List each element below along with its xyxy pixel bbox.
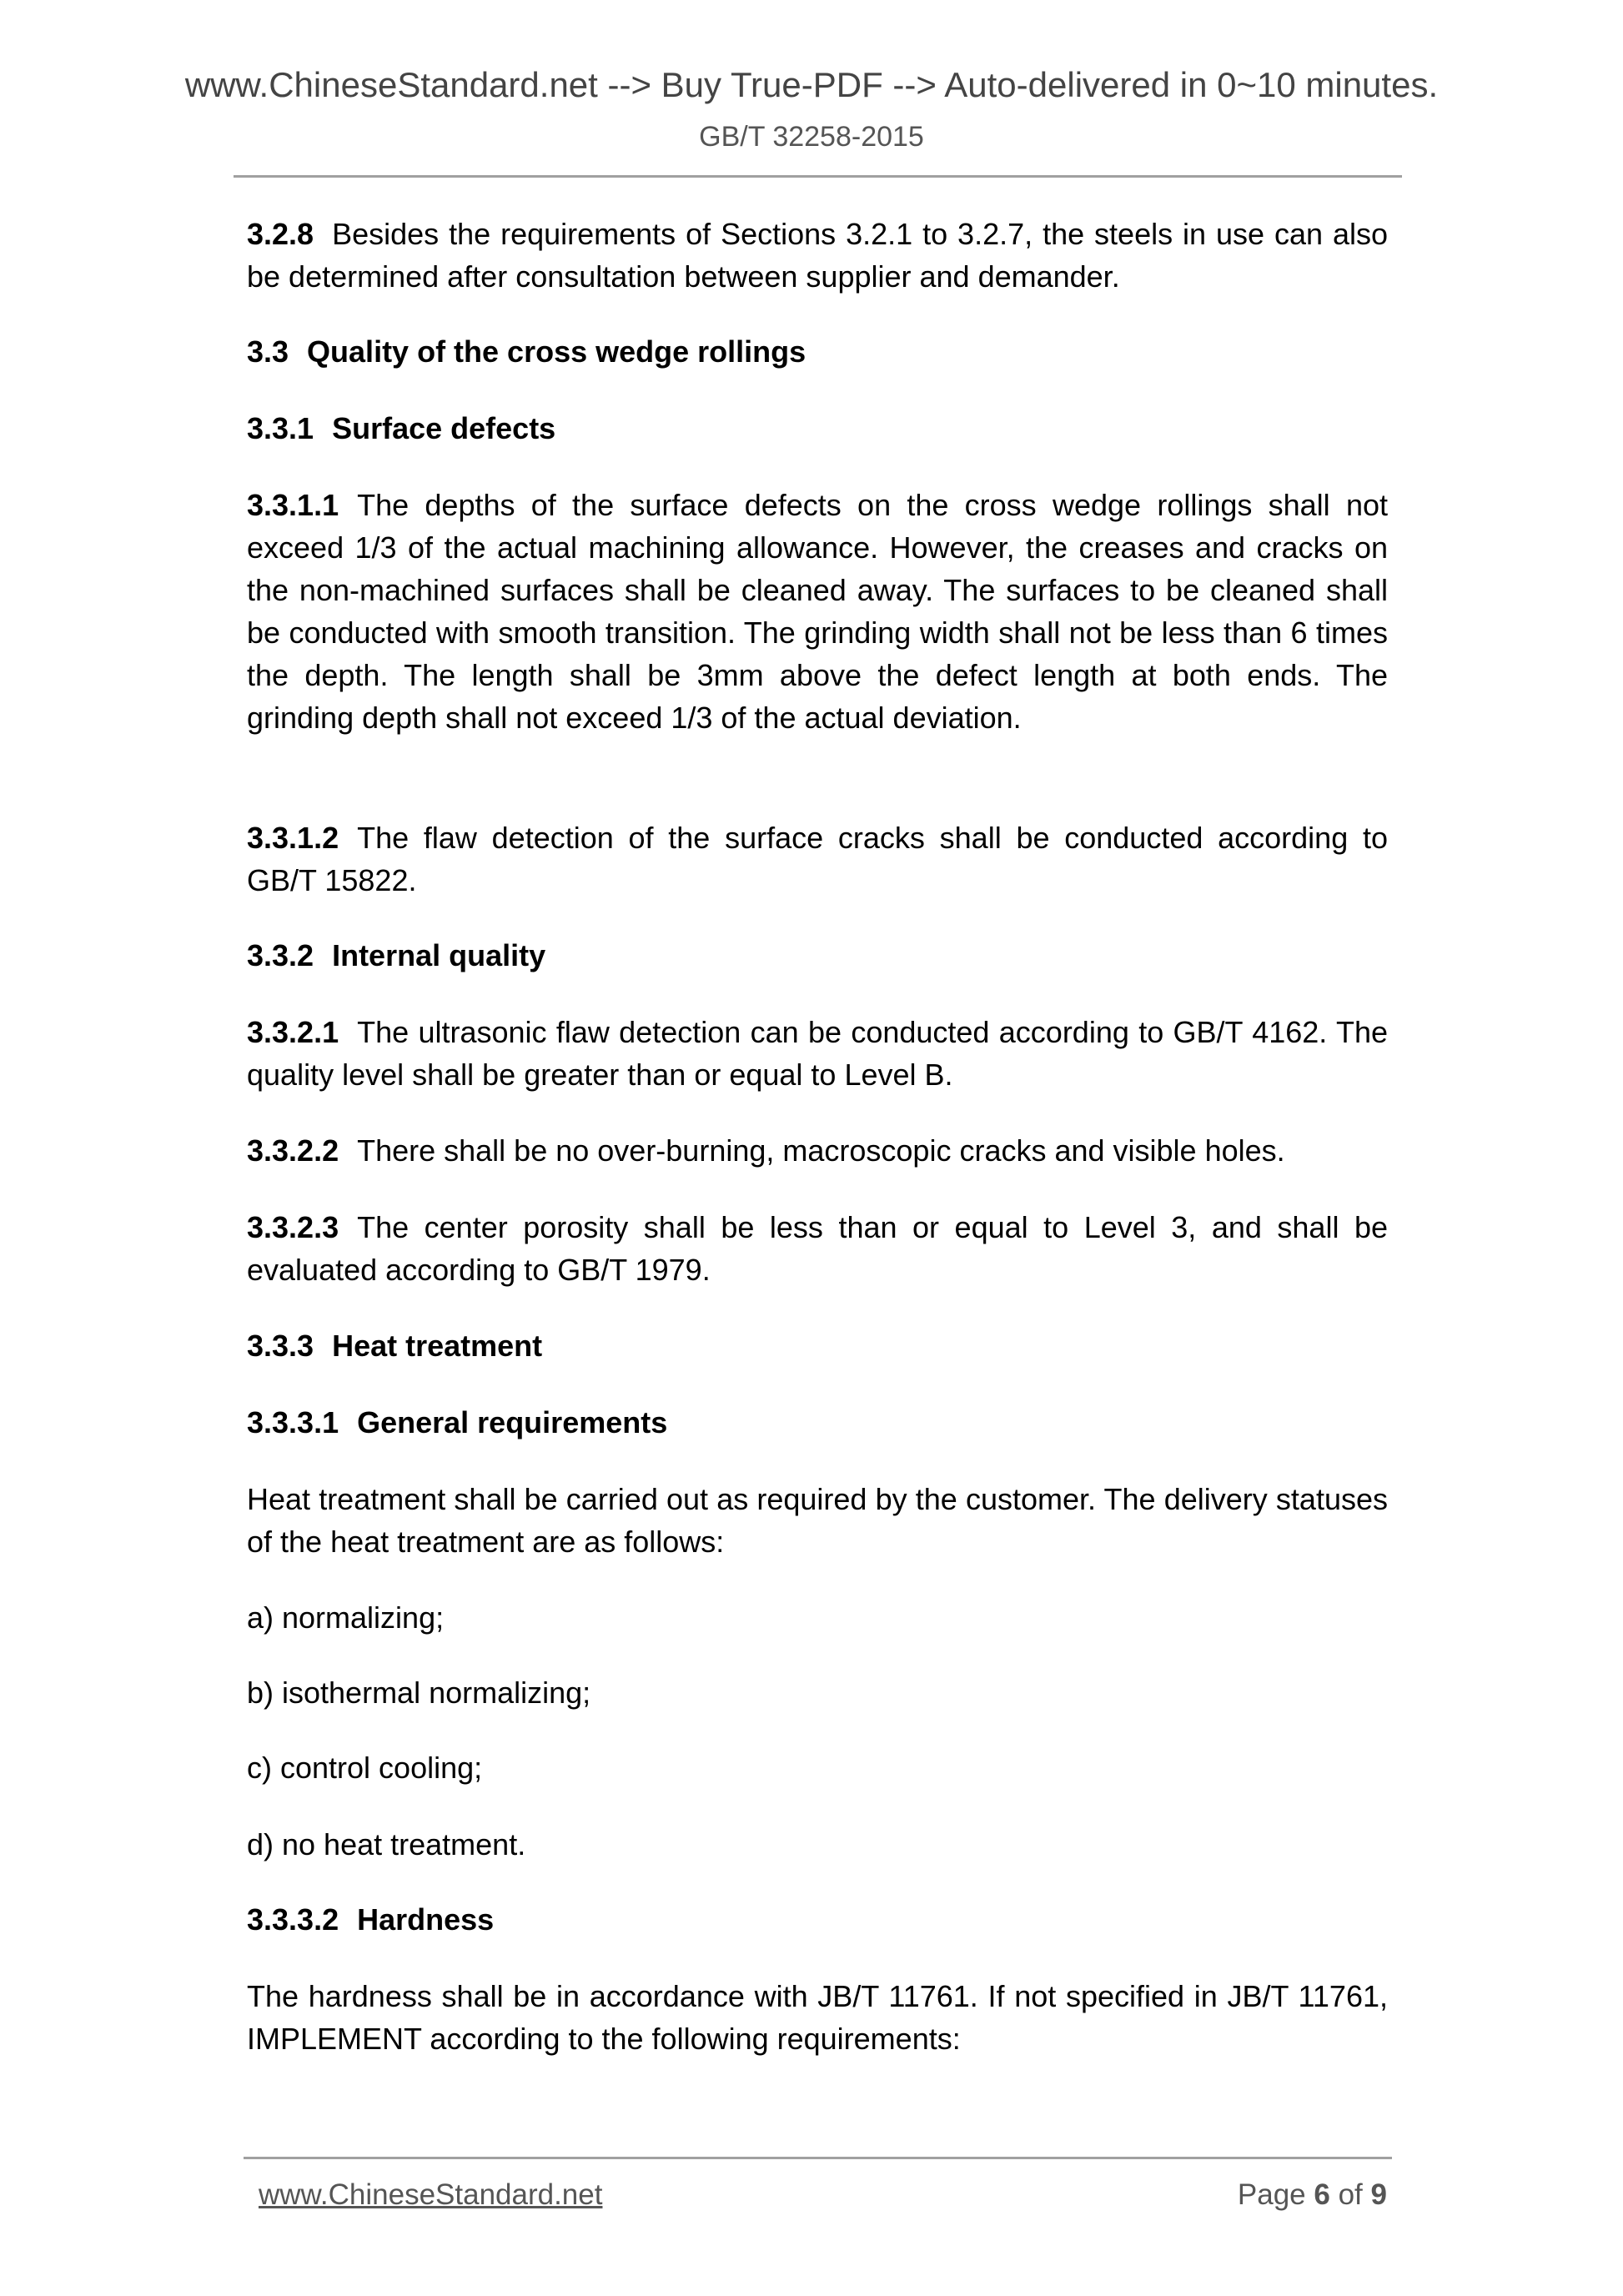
clause-text: Besides the requirements of Sections 3.2.1 to 3.2.7, the steels in use can also be determined after consultation between supplier and demander. xyxy=(247,217,1388,294)
heading-3-3 xyxy=(247,330,1388,373)
clause-text: The center porosity shall be less than or equal to Level 3, and shall be evaluated according to GB/T 1979. xyxy=(247,1210,1388,1287)
heading-3-3-3-2 xyxy=(247,1898,1388,1941)
clause-number: 3.3.2.3 xyxy=(247,1210,339,1244)
clause-number: 3.3.2.1 xyxy=(247,1015,339,1049)
header-banner: www.ChineseStandard.net --> Buy True-PDF --> Auto-delivered in 0~10 minutes. xyxy=(184,65,1439,104)
paragraph-hardness: The hardness shall be in accordance with JB/T 11761. If not specified in JB/T 11761, IMPLEMENT according to the following requirements: xyxy=(247,1979,1388,2056)
page-total: 9 xyxy=(1370,2178,1387,2211)
clause-number: 3.3 xyxy=(247,334,289,369)
clause-3-3-1-2 xyxy=(247,816,1388,902)
list-item-d: d) no heat treatment. xyxy=(247,1827,526,1861)
page-label: Page xyxy=(1237,2178,1306,2211)
heading-text: Hardness xyxy=(357,1902,495,1937)
clause-text: The depths of the surface defects on the cross wedge rollings shall not exceed 1/3 of the actual machining allowance. However, the creases and cracks on the non-machined surfaces shall be cleaned away. The surfaces to be cleaned shall be conducted with smooth transition. The grinding width shall not be less than 6 times the depth. The length shall be 3mm above the defect length at both ends. The grinding depth shall not exceed 1/3 of the actual deviation. xyxy=(247,488,1388,735)
standard-code: GB/T 32258-2015 xyxy=(699,121,924,153)
heading-3-3-3 xyxy=(247,1324,1388,1367)
clause-3-3-2-3 xyxy=(247,1206,1388,1291)
clause-text: The flaw detection of the surface cracks shall be conducted according to GB/T 15822. xyxy=(247,821,1388,897)
clause-number: 3.2.8 xyxy=(247,217,314,251)
heading-3-3-3-1 xyxy=(247,1401,1388,1444)
heading-3-3-2 xyxy=(247,934,1388,977)
clause-number: 3.3.1 xyxy=(247,411,314,445)
clause-number: 3.3.3 xyxy=(247,1329,314,1363)
header-divider xyxy=(234,175,1402,178)
paragraph-heat-treatment: Heat treatment shall be carried out as required by the customer. The delivery statuses of the heat treatment are as follows: xyxy=(247,1482,1388,1559)
page-current: 6 xyxy=(1314,2178,1330,2211)
list-item-a: a) normalizing; xyxy=(247,1600,445,1635)
clause-3-3-2-2 xyxy=(247,1129,1388,1172)
list-item-c: c) control cooling; xyxy=(247,1751,483,1785)
clause-3-3-1-1 xyxy=(247,484,1388,739)
clause-number: 3.3.2 xyxy=(247,938,314,972)
clause-3-2-8 xyxy=(247,213,1388,298)
footer-divider xyxy=(244,2157,1392,2159)
page-of: of xyxy=(1338,2178,1363,2211)
clause-number: 3.3.3.2 xyxy=(247,1902,339,1937)
clause-text: There shall be no over-burning, macroscopic cracks and visible holes. xyxy=(357,1133,1285,1168)
clause-3-3-2-1 xyxy=(247,1011,1388,1096)
clause-number: 3.3.3.1 xyxy=(247,1405,339,1439)
heading-text: General requirements xyxy=(357,1405,668,1439)
heading-text: Heat treatment xyxy=(332,1329,543,1363)
clause-number: 3.3.1.1 xyxy=(247,488,339,522)
list-item-b: b) isothermal normalizing; xyxy=(247,1676,591,1710)
heading-3-3-1 xyxy=(247,407,1388,450)
heading-text: Internal quality xyxy=(332,938,546,972)
clause-text: The ultrasonic flaw detection can be conducted according to GB/T 4162. The quality level shall be greater than or equal to Level B. xyxy=(247,1015,1388,1092)
heading-text: Quality of the cross wedge rollings xyxy=(307,334,806,369)
page-indicator xyxy=(1238,2178,1387,2212)
footer-website-link[interactable]: www.ChineseStandard.net xyxy=(259,2178,603,2211)
clause-number: 3.3.2.2 xyxy=(247,1133,339,1168)
clause-number: 3.3.1.2 xyxy=(247,821,339,855)
heading-text: Surface defects xyxy=(332,411,556,445)
